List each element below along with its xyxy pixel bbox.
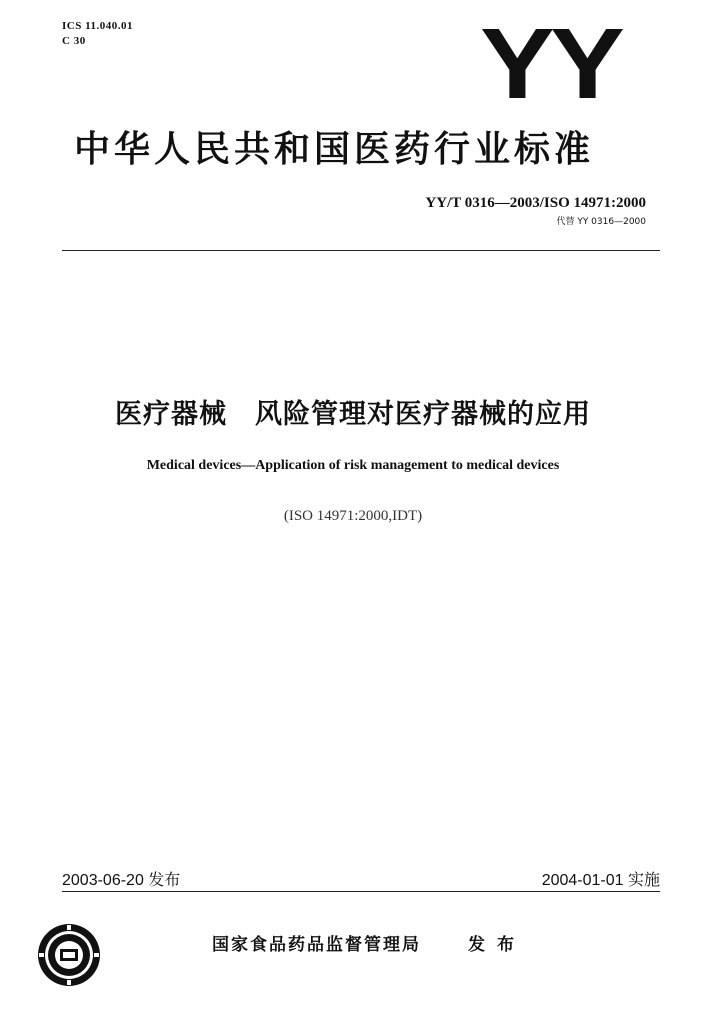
top-rule (62, 250, 660, 251)
iso-equivalence: (ISO 14971:2000,IDT) (283, 508, 423, 524)
document-title-english: Medical devices—Application of risk management to medical devices (146, 458, 560, 473)
replaces-note: 代替 YY 0316—2000 (556, 217, 646, 227)
standard-number-iso: ISO 14971:2000 (543, 195, 646, 211)
standard-number (425, 194, 646, 212)
standard-mark-logo: YY (479, 8, 620, 120)
document-title-chinese: 医疗器械 风险管理对医疗器械的应用 (115, 399, 591, 430)
issue-date: 2003-06-20 发布 (62, 872, 181, 889)
agency-emblem-icon (36, 922, 102, 988)
ics-code: ICS 11.040.01 (62, 20, 133, 32)
issuing-agency: 国家食品药品监督管理局 (212, 935, 421, 955)
standard-category-title: 中华人民共和国医药行业标准 (74, 129, 595, 170)
ccs-code: C 30 (62, 35, 86, 47)
implementation-date: 2004-01-01 实施 (541, 872, 660, 889)
standard-number-main: YY/T 0316—2003/ (425, 195, 544, 211)
bottom-rule (62, 891, 660, 892)
publish-label: 发布 (468, 935, 526, 955)
